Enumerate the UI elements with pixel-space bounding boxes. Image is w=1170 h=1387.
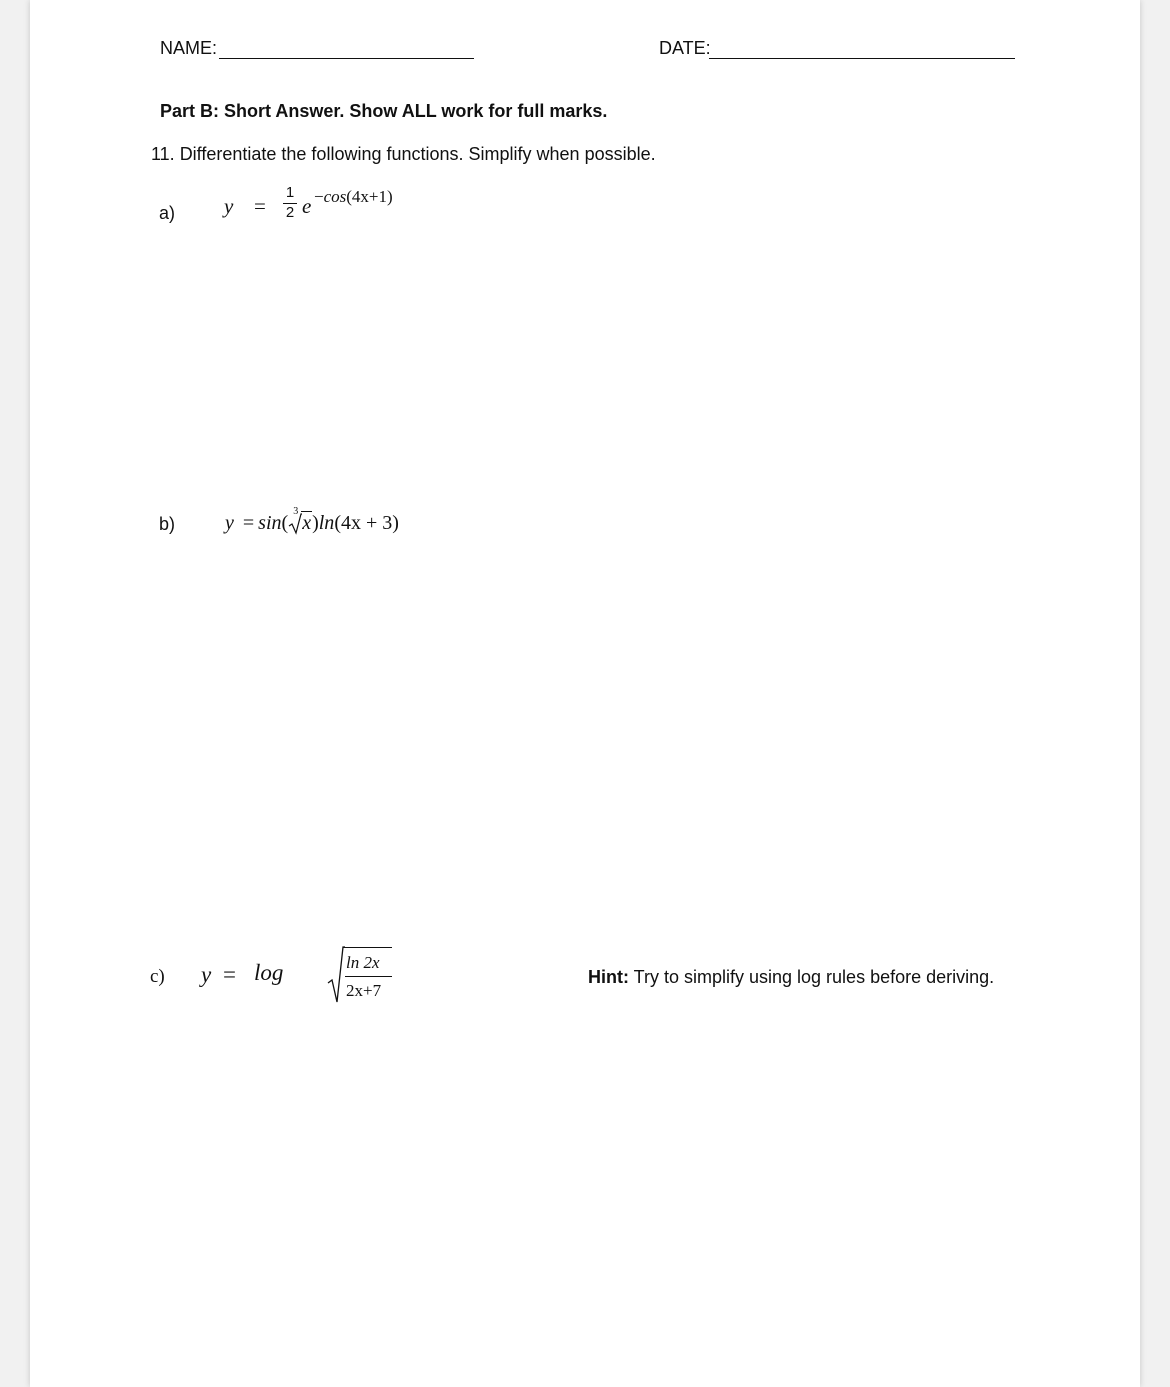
item-c-denominator: 2x+7 [346, 981, 382, 1000]
date-blank-line[interactable] [709, 58, 1015, 59]
item-b-label: b) [159, 514, 176, 534]
part-title: Part B: Short Answer. Show ALL work for full marks. [160, 101, 608, 121]
item-b-close-paren: ) [312, 512, 319, 534]
item-b-fn-ln: ln [318, 512, 335, 534]
item-b-open-paren: ( [281, 512, 289, 534]
hint-label: Hint: [588, 967, 629, 987]
item-b-cube-root [288, 506, 312, 535]
item-b-lhs: y [225, 512, 234, 534]
item-c-label: c) [150, 966, 165, 987]
item-a-exponent [314, 187, 393, 207]
item-c-equation [201, 945, 382, 1005]
item-c-equals: = [223, 962, 236, 987]
hint-text [588, 967, 994, 988]
name-label: NAME: [160, 38, 218, 58]
hint-body: Try to simplify using log rules before deriving. [628, 967, 995, 987]
question-text: 11. Differentiate the following functions. Simplify when possible. [151, 144, 656, 164]
name-blank-line[interactable] [219, 58, 474, 59]
item-a-frac-num: 1 [285, 184, 295, 201]
item-b-fn-sin: sin [258, 512, 282, 534]
item-b-ln-arg: (4x + 3) [334, 512, 399, 534]
item-c-log: log [254, 960, 284, 985]
item-a-exp-arg: (4x+1) [346, 187, 393, 206]
item-c-fraction-bar [345, 976, 392, 977]
item-b-equation [225, 506, 399, 535]
item-a-fraction [283, 184, 297, 221]
date-label: DATE: [659, 38, 711, 58]
item-b-radicand: x [302, 512, 312, 534]
item-c-radicand-line [343, 947, 392, 948]
worksheet-page [30, 0, 1140, 1387]
item-b-equals: = [242, 512, 255, 534]
item-a-label: a) [159, 203, 176, 223]
item-c-numerator: ln 2x [346, 953, 380, 972]
item-c-lhs: y [201, 962, 212, 987]
item-a-equals: = [254, 194, 266, 218]
item-a-lhs: y [224, 194, 234, 218]
item-b-radical-sign [288, 513, 302, 535]
item-a-base: e [302, 194, 312, 218]
item-a-frac-den: 2 [285, 204, 295, 221]
item-c-radical-sign [327, 945, 345, 1005]
item-a-exp-minus: − [314, 187, 324, 206]
item-a-exp-fn: cos [323, 187, 347, 206]
item-b-root-index: 3 [293, 506, 299, 517]
